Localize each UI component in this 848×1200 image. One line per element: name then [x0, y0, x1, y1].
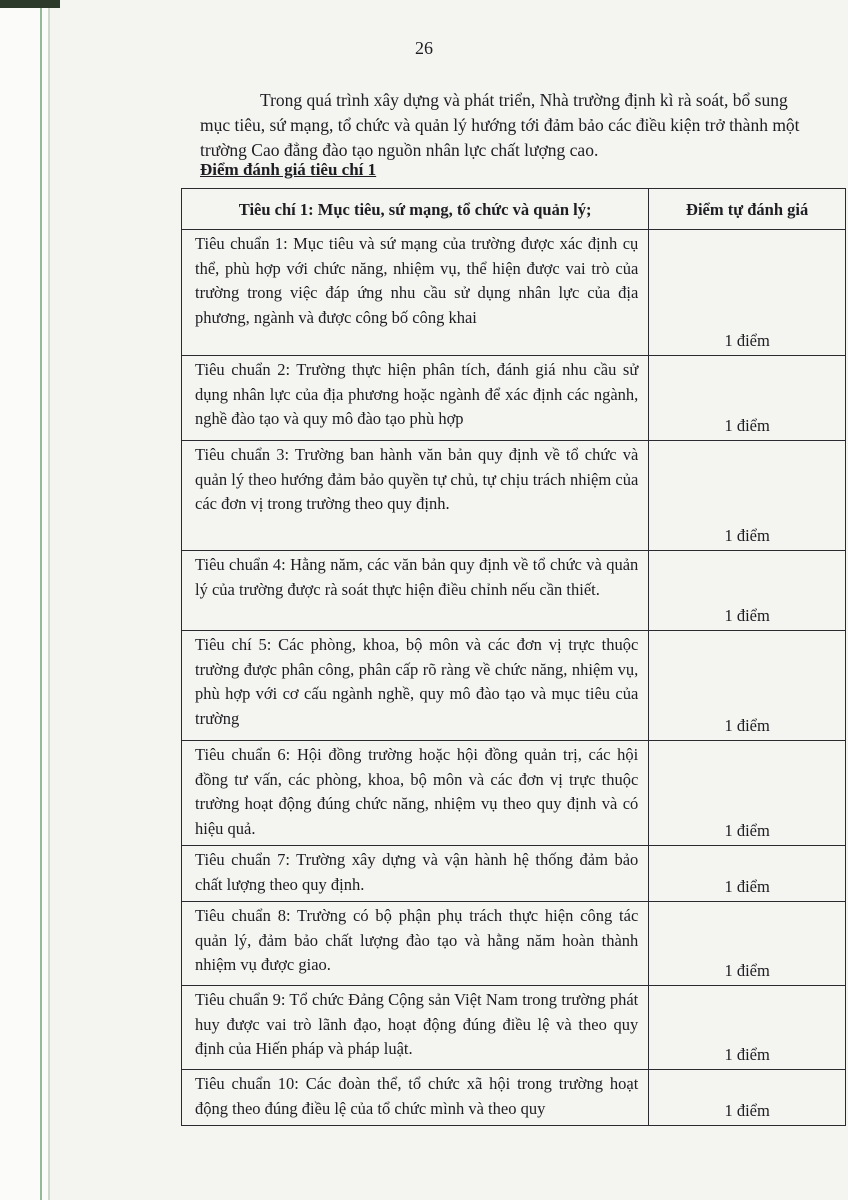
table-row	[182, 846, 846, 902]
header-criterion: Tiêu chí 1: Mục tiêu, sứ mạng, tổ chức và quản lý;	[182, 189, 649, 230]
table-row	[182, 1070, 846, 1126]
scan-corner-mark	[0, 0, 60, 8]
criterion-text: Tiêu chí 5: Các phòng, khoa, bộ môn và các đơn vị trực thuộc trường được phân công, phân cấp rõ ràng về chức năng, nhiệm vụ, phù hợp với cơ cấu ngành nghề, quy mô đào tạo và mục tiêu của trường	[182, 631, 649, 741]
page-number: 26	[415, 38, 433, 58]
intro-line: mục tiêu, sứ mạng, tổ chức và quản lý hướng tới đảm bảo các điều kiện trở thành một	[200, 115, 800, 135]
table-row	[182, 441, 846, 551]
table-row	[182, 631, 846, 741]
table-row	[182, 356, 846, 441]
criterion-text: Tiêu chuẩn 10: Các đoàn thể, tổ chức xã hội trong trường hoạt động theo đúng điều lệ của tổ chức mình và theo quy	[182, 1070, 649, 1126]
criterion-score: 1 điểm	[649, 986, 846, 1070]
criterion-text: Tiêu chuẩn 1: Mục tiêu và sứ mạng của trường được xác định cụ thể, phù hợp với chức năng, nhiệm vụ, thể hiện được vai trò của trường trong việc đáp ứng nhu cầu sử dụng nhân lực của địa phương, ngành và được công bố công khai	[182, 230, 649, 356]
table-row	[182, 986, 846, 1070]
criterion-score: 1 điểm	[649, 441, 846, 551]
header-score: Điểm tự đánh giá	[649, 189, 846, 230]
criterion-score: 1 điểm	[649, 1070, 846, 1126]
criterion-score: 1 điểm	[649, 551, 846, 631]
intro-line: trường Cao đẳng đào tạo nguồn nhân lực chất lượng cao.	[200, 140, 599, 160]
criterion-text: Tiêu chuẩn 4: Hằng năm, các văn bản quy định về tổ chức và quản lý của trường được rà soát thực hiện điều chỉnh nếu cần thiết.	[182, 551, 649, 631]
table-row	[182, 741, 846, 846]
table-header-row	[182, 189, 846, 230]
criterion-score: 1 điểm	[649, 356, 846, 441]
table-row	[182, 230, 846, 356]
criterion-text: Tiêu chuẩn 2: Trường thực hiện phân tích, đánh giá nhu cầu sử dụng nhân lực của địa phương hoặc ngành để xác định các ngành, nghề đào tạo và quy mô đào tạo phù hợp	[182, 356, 649, 441]
intro-line: Trong quá trình xây dựng và phát triển, Nhà trường định kì rà soát, bổ sung	[260, 90, 788, 110]
criterion-score: 1 điểm	[649, 902, 846, 986]
criterion-score: 1 điểm	[649, 631, 846, 741]
criterion-text: Tiêu chuẩn 3: Trường ban hành văn bản quy định về tổ chức và quản lý theo hướng đảm bảo quyền tự chủ, tự chịu trách nhiệm của các đơn vị trong trường theo quy định.	[182, 441, 649, 551]
criterion-score: 1 điểm	[649, 846, 846, 902]
criterion-score: 1 điểm	[649, 230, 846, 356]
scan-binding-edge	[0, 0, 50, 1200]
criterion-score: 1 điểm	[649, 741, 846, 846]
criterion-text: Tiêu chuẩn 8: Trường có bộ phận phụ trách thực hiện công tác quản lý, đảm bảo chất lượng đào tạo và hằng năm hoàn thành nhiệm vụ được giao.	[182, 902, 649, 986]
table-row	[182, 551, 846, 631]
criteria-table	[181, 188, 846, 1126]
criterion-text: Tiêu chuẩn 6: Hội đồng trường hoặc hội đồng quản trị, các hội đồng tư vấn, các phòng, khoa, bộ môn và các đơn vị trực thuộc trường hoạt động đúng chức năng, nhiệm vụ theo quy định và có hiệu quả.	[182, 741, 649, 846]
criterion-text: Tiêu chuẩn 7: Trường xây dựng và vận hành hệ thống đảm bảo chất lượng theo quy định.	[182, 846, 649, 902]
table-row	[182, 902, 846, 986]
criterion-text: Tiêu chuẩn 9: Tổ chức Đảng Cộng sản Việt Nam trong trường phát huy được vai trò lãnh đạo, hoạt động đúng điều lệ và theo quy định của Hiến pháp và pháp luật.	[182, 986, 649, 1070]
section-heading: Điểm đánh giá tiêu chí 1	[200, 160, 377, 179]
intro-paragraph	[200, 88, 848, 163]
